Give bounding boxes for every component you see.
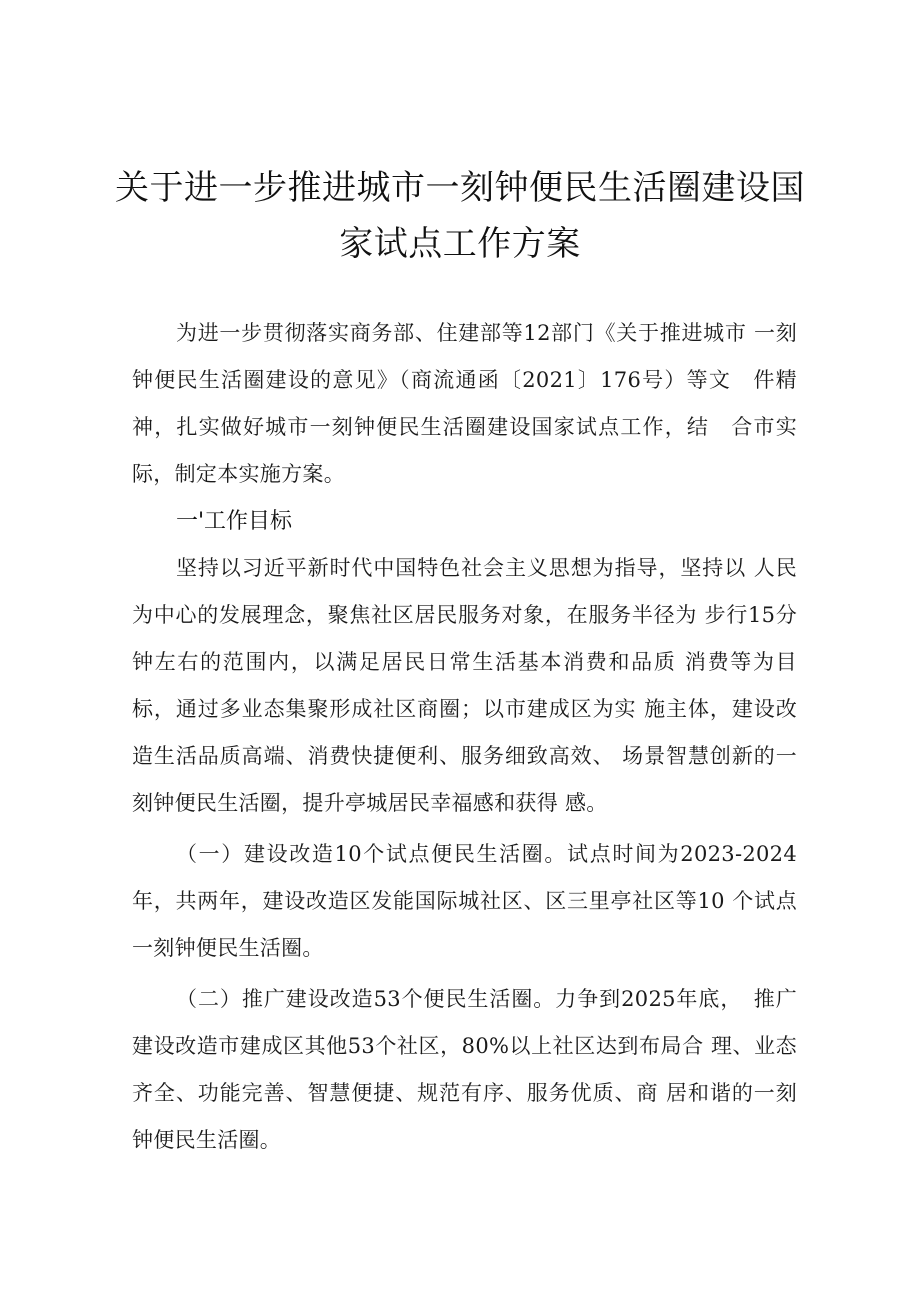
document-title-line-2: 家试点工作方案 bbox=[339, 224, 581, 264]
document-title-line-1: 关于进一步推进城市一刻钟便民生活圈建设国 bbox=[115, 168, 805, 208]
goal-paragraph: 坚持以习近平新时代中国特色社会主义思想为指导，坚持以 人民为中心的发展理念，聚焦社区居民服务对象，在服务半径为 步行15分钟左右的范围内，以满足居民日常生活基本消费和品质 消费等为目标，通过多业态集聚形成社区商圈；以市建成区为实 施主体，建设改造生活品质高端、消费快捷便利、服务细致高效、 场景智慧创新的一刻钟便民生活圈，提升亭城居民幸福感和获得 感。 bbox=[132, 556, 797, 815]
section-heading-work-goals: 一'工作目标 bbox=[176, 509, 293, 534]
item-two-paragraph: （二）推广建设改造53个便民生活圈。力争到2025年底， 推广建设改造市建成区其他53个社区，80%以上社区达到布局合 理、业态齐全、功能完善、智慧便捷、规范有序、服务优质、商 居和谐的一刻钟便民生活圈。 bbox=[132, 987, 797, 1152]
document-title bbox=[110, 160, 810, 272]
document-body bbox=[132, 310, 797, 1164]
intro-paragraph: 为进一步贯彻落实商务部、住建部等12部门《关于推进城市 一刻钟便民生活圈建设的意见》（商流通函〔2021〕176号）等文 件精神，扎实做好城市一刻钟便民生活圈建设国家试点工作，结 合市实际，制定本实施方案。 bbox=[132, 321, 797, 486]
item-one-paragraph: （一）建设改造10个试点便民生活圈。试点时间为2023-2024 年，共两年，建设改造区发能国际城社区、区三里亭社区等10 个试点一刻钟便民生活圈。 bbox=[132, 842, 797, 960]
